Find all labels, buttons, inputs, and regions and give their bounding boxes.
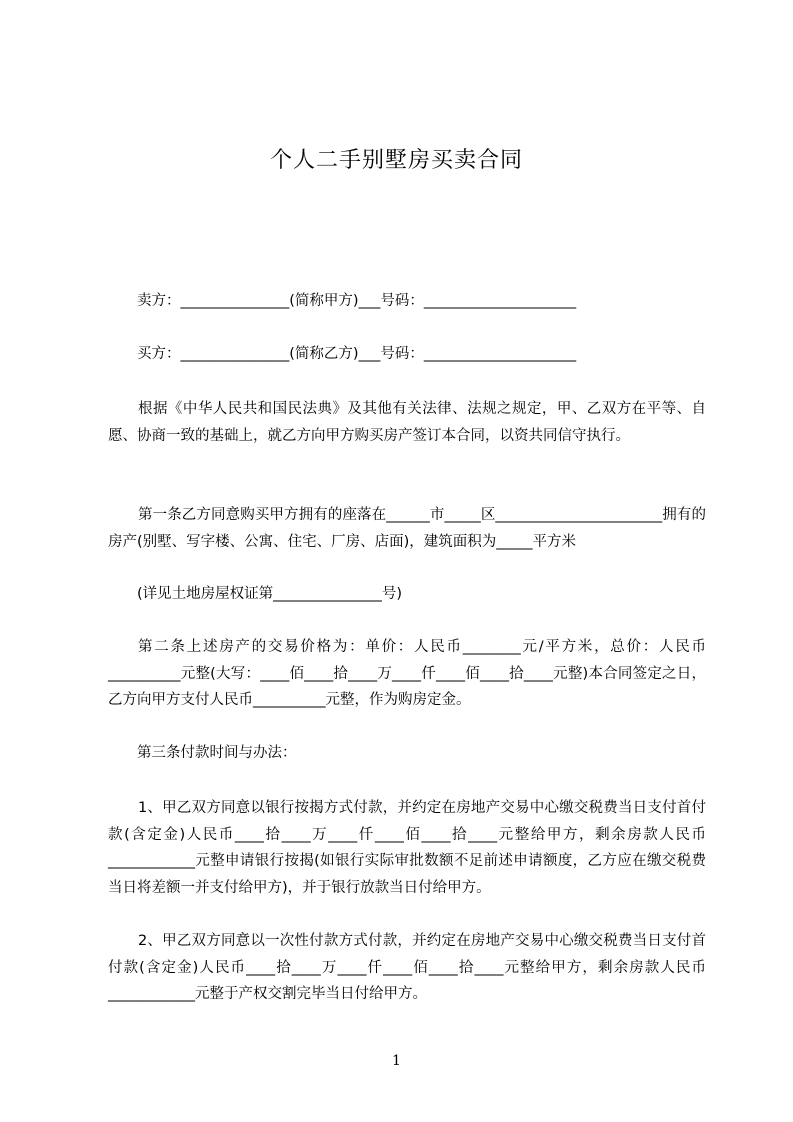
buyer-line: 买方：_______________(简称乙方)___号码：_____________________ xyxy=(137,346,577,362)
seller-line: 卖方：_______________(简称甲方)___号码：_____________________ xyxy=(137,293,577,309)
article-3-title: 第三条付款时间与办法： xyxy=(137,745,297,761)
preamble-paragraph: 根据《中华人民共和国民法典》及其他有关法律、法规之规定，甲、乙双方在平等、自愿、协商一致的基础上，就乙方向甲方购买房产签订本合同，以资共同信守执行。 xyxy=(108,401,706,444)
article-2-paragraph: 第二条上述房产的交易价格为：单价：人民币________元/平方米，总价：人民币__________元整(大写：____佰____拾____万____仟____佰____拾____元整)本合同签定之日，乙方向甲方支付人民币__________元整，作为购房定金。 xyxy=(108,639,706,708)
article-3-item-2: 2、甲乙双方同意以一次性付款方式付款，并约定在房地产交易中心缴交税费当日支付首付款(含定金)人民币____拾____万____仟____佰____拾____元整给甲方，剩余房款人民币____________元整于产权交割完毕当日付给甲方。 xyxy=(108,933,706,1002)
page-number: 1 xyxy=(392,1053,401,1069)
article-1-certificate-line: (详见土地房屋权证第_______________号) xyxy=(137,586,403,602)
article-1-paragraph: 第一条乙方同意购买甲方拥有的座落在______市_____区_______________________拥有的房产(别墅、写字楼、公寓、住宅、厂房、店面)，建筑面积为_____平方米 xyxy=(108,507,706,550)
contract-title: 个人二手别墅房买卖合同 xyxy=(269,148,523,173)
article-3-item-1: 1、甲乙双方同意以银行按揭方式付款，并约定在房地产交易中心缴交税费当日支付首付款(含定金)人民币____拾____万____仟____佰____拾____元整给甲方，剩余房款人民币____________元整申请银行按揭(如银行实际审批数额不足前述申请额度，乙方应在缴交税费当日将差额一并支付给甲方)，并于银行放款当日付给甲方。 xyxy=(108,800,706,896)
